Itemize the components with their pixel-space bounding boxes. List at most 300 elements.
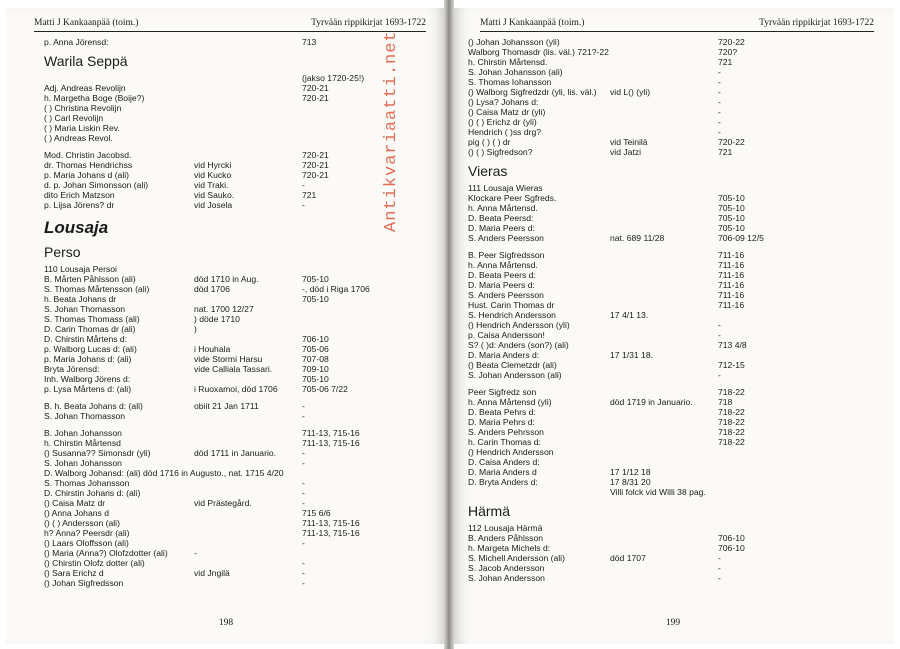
remark: Villi folck vid Willi 38 pag. (610, 487, 706, 497)
years: - (718, 97, 721, 107)
person-name: () Laars Oloffsson (ali) (44, 538, 129, 548)
person-name: Adj. Andreas Revolijn (44, 83, 126, 93)
record-row (44, 284, 424, 294)
remark: vid Prästegård. (194, 498, 252, 508)
remark: 17 1/31 18. (610, 350, 654, 360)
page-content (468, 37, 870, 583)
person-name: ( ) Maria Liskin Rev. (44, 123, 120, 133)
years: 720-21 (302, 160, 329, 170)
person-name: B. Peer Sigfredsson (468, 250, 545, 260)
years: 705-10 (718, 203, 745, 213)
record-row (44, 73, 424, 83)
person-name: () ( ) Andersson (ali) (44, 518, 120, 528)
record-row (468, 350, 870, 360)
record-row (468, 320, 870, 330)
years: - (302, 458, 305, 468)
years: 705-10 (302, 294, 329, 304)
record-row (468, 370, 870, 380)
record-row (44, 274, 424, 284)
record-row (468, 107, 870, 117)
record-row (44, 518, 424, 528)
record-row (468, 260, 870, 270)
person-name: p. Lysa Mårtens d: (ali) (44, 384, 132, 394)
record-row (468, 563, 870, 573)
person-name: h. Anna Mårtensd (yli) (468, 397, 552, 407)
years: 720-21 (302, 150, 329, 160)
person-name: D. Maria Anders d: (468, 350, 540, 360)
person-name: D. Chirstin Mårtens d: (44, 334, 128, 344)
years: 720-22 (718, 137, 745, 147)
person-name: D. Beata Pehrs d: (468, 407, 536, 417)
record-row (44, 103, 424, 113)
record-row (44, 200, 424, 210)
person-name: ( ) Andreas Revol. (44, 133, 113, 143)
person-name: p. Anna Jörensd: (44, 37, 109, 47)
person-name: h. Margeta Michels d: (468, 543, 551, 553)
person-name: dito Erich Matzson (44, 190, 115, 200)
years: 720-21 (302, 170, 329, 180)
record-row (468, 437, 870, 447)
record-row (44, 411, 424, 421)
record-row (468, 233, 870, 243)
person-name: D. Beata Peersd: (468, 213, 534, 223)
record-row (468, 87, 870, 97)
record-row (468, 523, 870, 533)
years: - (718, 330, 721, 340)
person-name: () Chirstin Olofz dotter (ali) (44, 558, 145, 568)
years: - (302, 200, 305, 210)
spacer (468, 243, 870, 250)
years: (jakso 1720-25!) (302, 73, 365, 83)
record-row (44, 160, 424, 170)
record-row (44, 498, 424, 508)
years: 705-10 (302, 274, 329, 284)
years: 720? (718, 47, 738, 57)
record-row (468, 193, 870, 203)
years: - (718, 370, 721, 380)
remark: vid L() (yli) (610, 87, 651, 97)
person-name: ( ) Carl Revolijn (44, 113, 104, 123)
years: 715 6/6 (302, 508, 331, 518)
record-row (44, 508, 424, 518)
years: 711-13, 715-16 (302, 428, 360, 438)
record-row (468, 137, 870, 147)
record-row (468, 397, 870, 407)
record-row (468, 37, 870, 47)
person-name: Walborg Thomasdr (lis. väl.) 721?-22 (468, 47, 609, 57)
record-row (44, 170, 424, 180)
record-row (44, 528, 424, 538)
person-name: Hendrich ( )ss drg? (468, 127, 542, 137)
person-name: () Sara Erichz d (44, 568, 104, 578)
spacer (44, 143, 424, 150)
person-name: D. Walborg Johansd: (ali) död 1716 in Augusto., nat. 1715 4/20 (44, 468, 284, 478)
years: - (302, 180, 305, 190)
record-row (468, 310, 870, 320)
years: - (302, 411, 305, 421)
remark: död 1710 in Aug. (194, 274, 259, 284)
record-row (468, 47, 870, 57)
remark: 17 8/31 20 (610, 477, 651, 487)
record-row (468, 407, 870, 417)
remark: vide Calliala Tassari. (194, 364, 273, 374)
record-row (44, 374, 424, 384)
record-row (44, 401, 424, 411)
person-name: D. Bryta Anders d: (468, 477, 538, 487)
record-row (468, 213, 870, 223)
record-row (44, 324, 424, 334)
record-row (44, 538, 424, 548)
remark: vid Sauko. (194, 190, 235, 200)
person-name: p. Lijsa Jörens? dr (44, 200, 115, 210)
person-name: h. Anna Mårtensd. (468, 203, 538, 213)
record-row (468, 573, 870, 583)
record-row (44, 578, 424, 588)
years: - (302, 488, 305, 498)
years: - (718, 553, 721, 563)
person-name: ( ) Christina Revolijn (44, 103, 122, 113)
years: 706-09 12/5 (718, 233, 764, 243)
record-row (44, 488, 424, 498)
person-name: B. h. Beata Johans d: (ali) (44, 401, 143, 411)
years: - (718, 87, 721, 97)
remark: vid Josela (194, 200, 233, 210)
person-name: () ( ) Erichz dr (yli) (468, 117, 537, 127)
person-name: D. Beata Peers d: (468, 270, 536, 280)
record-row (468, 477, 870, 487)
header-editor: Matti J Kankaanpää (toim.) (34, 18, 139, 28)
years: - (718, 573, 721, 583)
years: 706-10 (718, 533, 745, 543)
remark: död 1707 (610, 553, 646, 563)
record-row (44, 364, 424, 374)
years: - (302, 478, 305, 488)
years: 718-22 (718, 417, 745, 427)
watermark: Antikvariaatti.net (382, 30, 401, 232)
record-row (44, 264, 424, 274)
person-name: S. Thomas Johansson (44, 478, 130, 488)
person-name: D. Carin Thomas dr (ali) (44, 324, 136, 334)
record-row (468, 487, 870, 497)
years: - (718, 107, 721, 117)
years: 713 4/8 (718, 340, 747, 350)
years: 721 (302, 190, 317, 200)
left-page (6, 8, 446, 644)
record-row (468, 203, 870, 213)
record-row (468, 250, 870, 260)
person-name: 110 Lousaja Persoi (44, 264, 117, 274)
record-row (468, 457, 870, 467)
person-name: () Anna Johans d (44, 508, 109, 518)
right-page (452, 8, 894, 644)
record-row (44, 548, 424, 558)
record-row (44, 314, 424, 324)
person-name: h. Chirstin Mårtensd. (468, 57, 548, 67)
record-row (468, 543, 870, 553)
person-name: S. Anders Peersson (468, 290, 544, 300)
years: 711-13, 715-16 (302, 438, 360, 448)
years: 713 (302, 37, 317, 47)
person-name: 112 Lousaja Härmä (468, 523, 543, 533)
record-row (468, 533, 870, 543)
person-name: D. Maria Peers d: (468, 280, 535, 290)
person-name: pig ( ) ( ) dr (468, 137, 511, 147)
header-title: Tyrvään rippikirjat 1693-1722 (311, 18, 426, 28)
record-row (468, 553, 870, 563)
person-name: B. Anders Påhlsson (468, 533, 544, 543)
record-row (44, 304, 424, 314)
person-name: h? Anna? Peersdr (ali) (44, 528, 130, 538)
person-name: Hust. Carin Thomas dr (468, 300, 555, 310)
person-name: S. Michell Andersson (ali) (468, 553, 565, 563)
person-name: p. Caisa Andersson! (468, 330, 545, 340)
record-row (44, 478, 424, 488)
record-row (468, 183, 870, 193)
record-row (468, 223, 870, 233)
years: 711-16 (718, 300, 745, 310)
record-row (44, 448, 424, 458)
running-header (34, 18, 426, 32)
remark: vid Teinilä (610, 137, 648, 147)
years: 711-16 (718, 280, 745, 290)
person-name: () Caisa Matz dr (44, 498, 106, 508)
years: 711-16 (718, 250, 745, 260)
years: 721 (718, 57, 733, 67)
person-name: () Lysa? Johans d: (468, 97, 539, 107)
header-editor: Matti J Kankaanpää (toim.) (480, 18, 585, 28)
years: - (718, 127, 721, 137)
person-name: () Caisa Matz dr (yli) (468, 107, 546, 117)
person-name: () Walborg Sigfredzdr (yli, lis. väl.) (468, 87, 597, 97)
record-row (468, 67, 870, 77)
remark: vide Stormi Harsu (194, 354, 263, 364)
years: 720-21 (302, 93, 329, 103)
record-row (468, 427, 870, 437)
years: 705-06 (302, 344, 329, 354)
years: 706-10 (302, 334, 329, 344)
record-row (44, 133, 424, 143)
record-row (44, 190, 424, 200)
years: 707-08 (302, 354, 329, 364)
person-name: Inh. Walborg Jörens d: (44, 374, 131, 384)
person-name: B. Johan Johansson (44, 428, 122, 438)
record-row (44, 37, 424, 47)
years: -, död i Riga 1706 (302, 284, 370, 294)
remark: ) (194, 324, 197, 334)
person-name: S. Hendrich Andersson (468, 310, 556, 320)
years: 720-22 (718, 37, 745, 47)
years: 718-22 (718, 407, 745, 417)
years: - (302, 538, 305, 548)
record-row (44, 344, 424, 354)
person-name: S. Johan Thomasson (44, 411, 126, 421)
record-row (468, 57, 870, 67)
person-name: () Hendrich Andersson (468, 447, 554, 457)
person-name: d. p. Johan Simonsson (ali) (44, 180, 149, 190)
person-name: () Maria (Anna?) Olofzdotter (ali) (44, 548, 168, 558)
person-name: p. Walborg Lucas d: (ali) (44, 344, 137, 354)
record-row (44, 83, 424, 93)
person-name: () Susanna?? Simonsdr (yli) (44, 448, 151, 458)
record-row (468, 330, 870, 340)
years: 712-15 (718, 360, 745, 370)
person-name: S. Thomas Iohansson (468, 77, 552, 87)
remark: vid Kucko (194, 170, 232, 180)
person-name: () Johan Sigfredsson (44, 578, 124, 588)
person-name: h. Beata Johans dr (44, 294, 117, 304)
person-name: S. Jacob Andersson (468, 563, 545, 573)
person-name: Bryta Jörensd: (44, 364, 100, 374)
person-name: S. Anders Peersson (468, 233, 544, 243)
person-name: Peer Sigfredz son (468, 387, 537, 397)
years: - (718, 563, 721, 573)
years: 711-13, 715-16 (302, 518, 360, 528)
page-number: 199 (665, 618, 681, 628)
record-row (468, 117, 870, 127)
person-name: p. Maria Johans d: (ali) (44, 354, 132, 364)
remark: - (194, 548, 197, 558)
record-row (44, 150, 424, 160)
person-name: dr. Thomas Hendrichss (44, 160, 133, 170)
record-row (468, 447, 870, 457)
remark: vid Jngilä (194, 568, 230, 578)
person-name: S. Johan Andersson (ali) (468, 370, 562, 380)
years: - (302, 498, 305, 508)
record-row (44, 180, 424, 190)
record-row (44, 428, 424, 438)
record-row (44, 334, 424, 344)
years: 718-22 (718, 427, 745, 437)
years: 711-16 (718, 260, 745, 270)
record-row (468, 360, 870, 370)
person-name: S. Johan Johansson (ali) (468, 67, 563, 77)
section-heading: Härmä (468, 503, 511, 519)
record-row (468, 77, 870, 87)
record-row (468, 387, 870, 397)
person-name: () ( ) Sigfredson? (468, 147, 533, 157)
remark: i Houhala (194, 344, 231, 354)
person-name: D. Chirstin Johans d: (ali) (44, 488, 141, 498)
record-row (468, 97, 870, 107)
person-name: S. Thomas Thomass (ali) (44, 314, 140, 324)
record-row (44, 568, 424, 578)
record-row (44, 113, 424, 123)
years: 705-10 (718, 193, 745, 203)
section-heading: Warila Seppä (44, 53, 128, 69)
person-name: () Johan Johansson (yli) (468, 37, 560, 47)
remark: vid Hyrcki (194, 160, 232, 170)
years: 711-13, 715-16 (302, 528, 360, 538)
years: - (302, 558, 305, 568)
remark: 17 4/1 13. (610, 310, 649, 320)
person-name: Mod. Christin Jacobsd. (44, 150, 132, 160)
years: 721 (718, 147, 733, 157)
person-name: B. Mårten Påhlsson (ali) (44, 274, 136, 284)
spacer (468, 380, 870, 387)
record-row (468, 340, 870, 350)
person-name: D. Caisa Anders d: (468, 457, 540, 467)
person-name: h. Carin Thomas d: (468, 437, 541, 447)
years: 711-16 (718, 290, 745, 300)
record-row (44, 468, 424, 478)
record-row (468, 147, 870, 157)
years: 706-10 (718, 543, 745, 553)
remark: ) döde 1710 (194, 314, 240, 324)
section-heading: Perso (44, 244, 81, 260)
header-title: Tyrvään rippikirjat 1693-1722 (759, 18, 874, 28)
years: - (302, 448, 305, 458)
person-name: h. Margetha Boge (Boije?) (44, 93, 145, 103)
remark: död 1719 in Januario. (610, 397, 693, 407)
remark: nat. 689 11/28 (610, 233, 665, 243)
person-name: S. Johan Johansson (44, 458, 122, 468)
years: 705-10 (718, 213, 745, 223)
page-number: 198 (218, 618, 234, 628)
years: - (302, 568, 305, 578)
years: 705-10 (302, 374, 329, 384)
record-row (44, 123, 424, 133)
record-row (468, 280, 870, 290)
record-row (468, 290, 870, 300)
running-header (480, 18, 874, 32)
person-name: S. Thomas Mårtensson (ali) (44, 284, 150, 294)
remark: död 1706 (194, 284, 230, 294)
person-name: D. Maria Anders d (468, 467, 537, 477)
record-row (468, 270, 870, 280)
remark: obiit 21 Jan 1711 (194, 401, 259, 411)
years: - (302, 401, 305, 411)
person-name: 111 Lousaja Wieras (468, 183, 543, 193)
person-name: S. Anders Pehrsson (468, 427, 544, 437)
years: - (718, 67, 721, 77)
years: - (718, 320, 721, 330)
years: 718 (718, 397, 733, 407)
person-name: S. Johan Thomasson (44, 304, 126, 314)
record-row (44, 438, 424, 448)
years: 718-22 (718, 437, 745, 447)
years: 709-10 (302, 364, 329, 374)
years: 711-16 (718, 270, 745, 280)
years: - (718, 77, 721, 87)
years: 720-21 (302, 83, 329, 93)
person-name: () Hendrich Andersson (yli) (468, 320, 570, 330)
person-name: S? ( )d: Anders (son?) (ali) (468, 340, 569, 350)
remark: 17 1/12 18 (610, 467, 651, 477)
remark: vid Traki. (194, 180, 229, 190)
book-gutter (444, 0, 454, 649)
years: - (718, 117, 721, 127)
section-title: Lousaja (44, 218, 109, 237)
record-row (468, 300, 870, 310)
person-name: Klockare Peer Sgfreds. (468, 193, 557, 203)
record-row (468, 467, 870, 477)
record-row (44, 294, 424, 304)
remark: nat. 1700 12/27 (194, 304, 254, 314)
record-row (44, 354, 424, 364)
person-name: h. Chirstin Mårtensd (44, 438, 121, 448)
spacer (44, 394, 424, 401)
years: 705-06 7/22 (302, 384, 348, 394)
person-name: () Beata Clemetzdr (ali) (468, 360, 557, 370)
person-name: p. Maria Johans d (ali) (44, 170, 130, 180)
remark: död 1711 in Januario. (194, 448, 277, 458)
spacer (44, 421, 424, 428)
person-name: D. Maria Peers d: (468, 223, 535, 233)
record-row (44, 384, 424, 394)
record-row (468, 127, 870, 137)
years: 718-22 (718, 387, 745, 397)
section-heading: Vieras (468, 163, 508, 179)
